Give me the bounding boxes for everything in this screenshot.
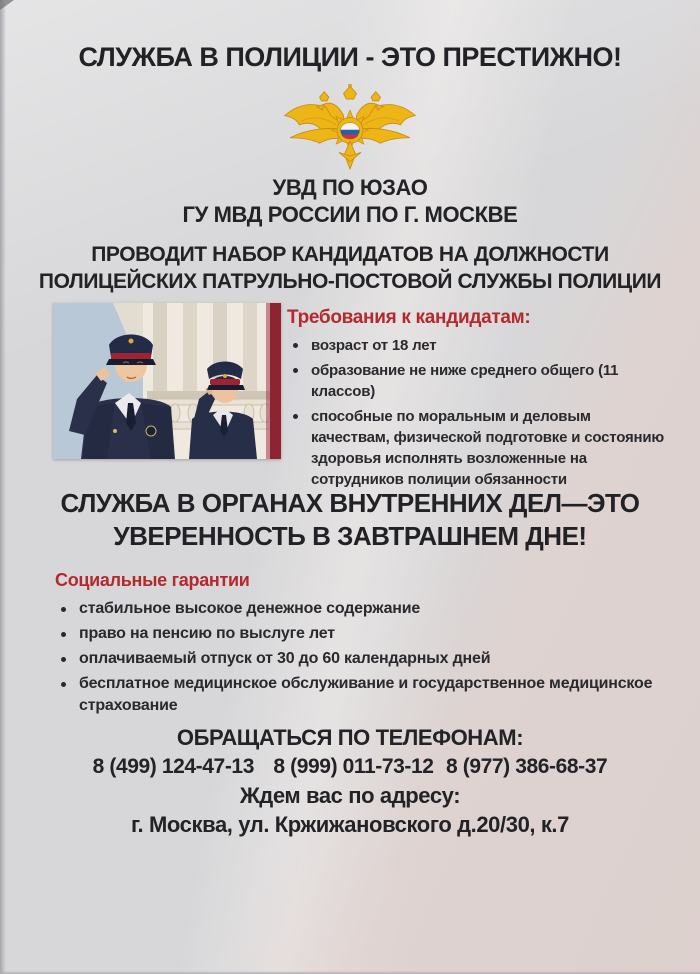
recruit-line-2: ПОЛИЦЕЙСКИХ ПАТРУЛЬНО-ПОСТОВОЙ СЛУЖБЫ ПОЛИЦИИ bbox=[38, 270, 662, 293]
slogan-line-1: СЛУЖБА В ОРГАНАХ ВНУТРЕННИХ ДЕЛ—ЭТО bbox=[60, 488, 640, 518]
page-corner-mark bbox=[0, 0, 14, 10]
phone-number: 8 (499) 124-47-13 bbox=[92, 755, 254, 778]
benefit-item: оплачиваемый отпуск от 30 до 60 календарных дней bbox=[55, 648, 675, 670]
slogan-line-2: УВЕРЕННОСТЬ В ЗАВТРАШНЕМ ДНЕ! bbox=[113, 521, 587, 551]
address: г. Москва, ул. Кржижановского д.20/30, к.7 bbox=[131, 812, 569, 837]
benefit-item: стабильное высокое денежное содержание bbox=[55, 598, 675, 620]
benefit-item: право на пенсию по выслуге лет bbox=[55, 623, 675, 645]
benefits-section bbox=[55, 570, 675, 720]
contacts-section bbox=[0, 724, 700, 839]
requirements-section bbox=[287, 307, 671, 494]
requirement-item: образование не ниже среднего общего (11 классов) bbox=[287, 360, 671, 402]
address-label: Ждем вас по адресу: bbox=[239, 783, 461, 808]
requirements-heading: Требования к кандидатам: bbox=[287, 307, 531, 328]
org-name bbox=[0, 174, 700, 228]
requirement-item: возраст от 18 лет bbox=[287, 335, 671, 356]
benefit-item: бесплатное медицинское обслуживание и государственное медицинское страхование bbox=[55, 673, 675, 717]
requirements-list bbox=[287, 335, 671, 490]
benefits-list bbox=[55, 598, 675, 717]
org-line-2: ГУ МВД РОССИИ ПО Г. МОСКВЕ bbox=[182, 202, 518, 227]
recruitment-heading bbox=[0, 241, 700, 295]
phone-numbers bbox=[0, 752, 700, 781]
benefits-heading: Социальные гарантии bbox=[55, 570, 250, 590]
two-saluting-police-officers-photo bbox=[53, 303, 281, 459]
page-title: СЛУЖБА В ПОЛИЦИИ - ЭТО ПРЕСТИЖНО! bbox=[78, 42, 622, 72]
phone-number: 8 (977) 386-68-37 bbox=[446, 755, 608, 778]
mvd-eagle-emblem-icon bbox=[0, 84, 700, 172]
requirement-item: способные по моральным и деловым качествам, физической подготовке и состоянию здоровья исполнять возложенные на сотрудников полиции обязанности bbox=[287, 406, 671, 490]
org-line-1: УВД ПО ЮЗАО bbox=[272, 175, 428, 200]
recruit-line-1: ПРОВОДИТ НАБОР КАНДИДАТОВ НА ДОЛЖНОСТИ bbox=[91, 243, 609, 266]
phone-number: 8 (999) 011-73-12 bbox=[273, 755, 434, 778]
contacts-heading: ОБРАЩАТЬСЯ ПО ТЕЛЕФОНАМ: bbox=[176, 725, 524, 750]
slogan-heading bbox=[0, 487, 700, 553]
